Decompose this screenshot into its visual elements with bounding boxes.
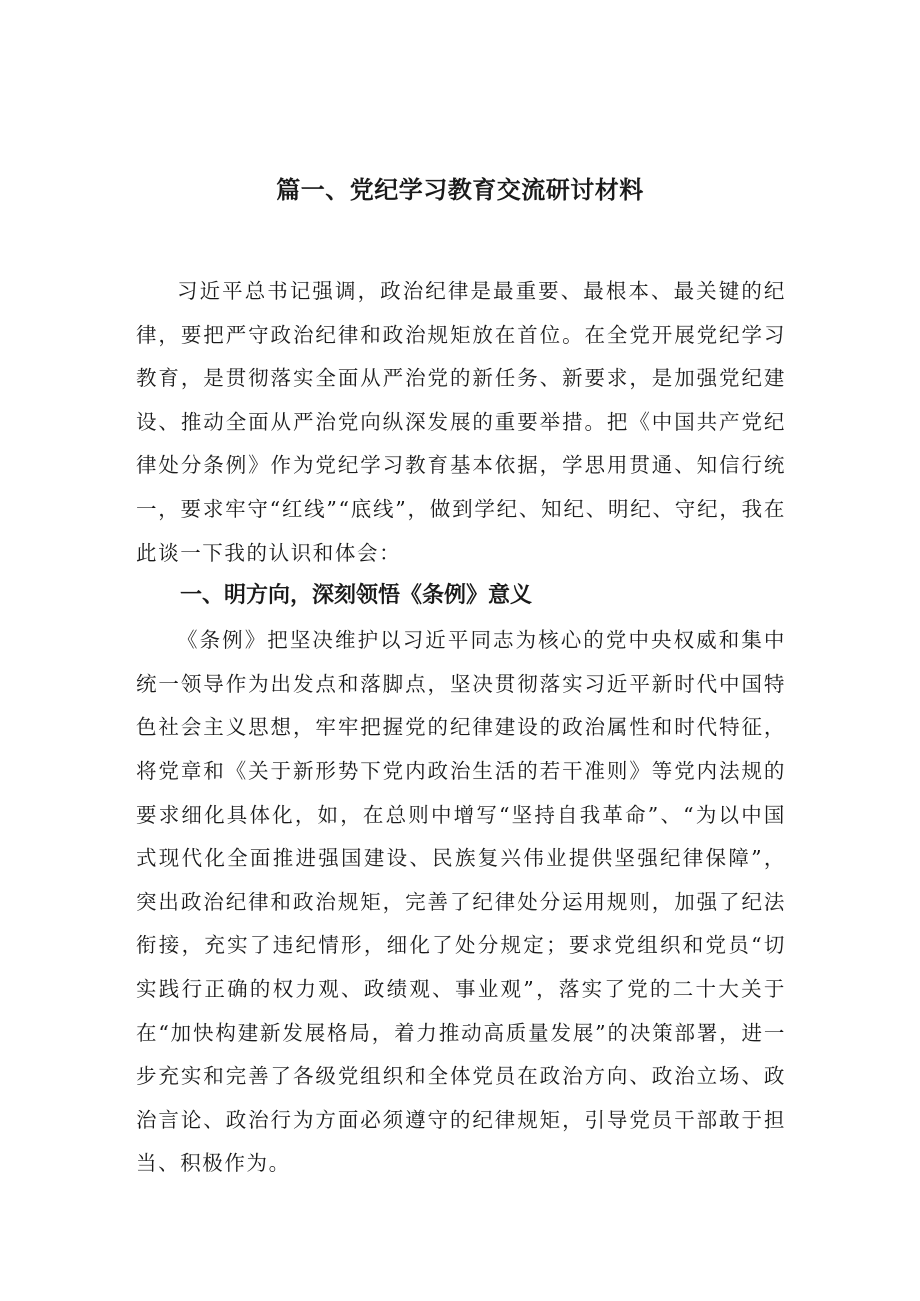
section-1-heading: 一、明方向，深刻领悟《条例》意义 bbox=[180, 583, 533, 609]
document-body bbox=[136, 270, 786, 1186]
document-title: 篇一、党纪学习教育交流研讨材料 bbox=[276, 176, 644, 204]
intro-paragraph: 习近平总书记强调，政治纪律是最重要、最根本、最关键的纪律，要把严守政治纪律和政治规矩放在首位。在全党开展党纪学习教育，是贯彻落实全面从严治党的新任务、新要求，是加强党纪建设、推动全面从严治党向纵深发展的重要举措。把《中国共产党纪律处分条例》作为党纪学习教育基本依据，学思用贯通、知信行统一，要求牢守“红线”“底线”，做到学纪、知纪、明纪、守纪，我在此谈一下我的认识和体会： bbox=[136, 279, 786, 565]
section-1-paragraph: 《条例》把坚决维护以习近平同志为核心的党中央权威和集中统一领导作为出发点和落脚点，坚决贯彻落实习近平新时代中国特色社会主义思想，牢牢把握党的纪律建设的政治属性和时代特征，将党章和《关于新形势下党内政治生活的若干准则》等党内法规的要求细化具体化，如，在总则中增写“坚持自我革命”、“为以中国式现代化全面推进强国建设、民族复兴伟业提供坚强纪律保障”，突出政治纪律和政治规矩，完善了纪律处分运用规则，加强了纪法衔接，充实了违纪情形，细化了处分规定；要求党组织和党员“切实践行正确的权力观、政绩观、事业观”，落实了党的二十大关于在“加快构建新发展格局，着力推动高质量发展”的决策部署，进一步充实和完善了各级党组织和全体党员在政治方向、政治立场、政治言论、政治行为方面必须遵守的纪律规矩，引导党员干部敢于担当、积极作为。 bbox=[136, 628, 786, 1176]
